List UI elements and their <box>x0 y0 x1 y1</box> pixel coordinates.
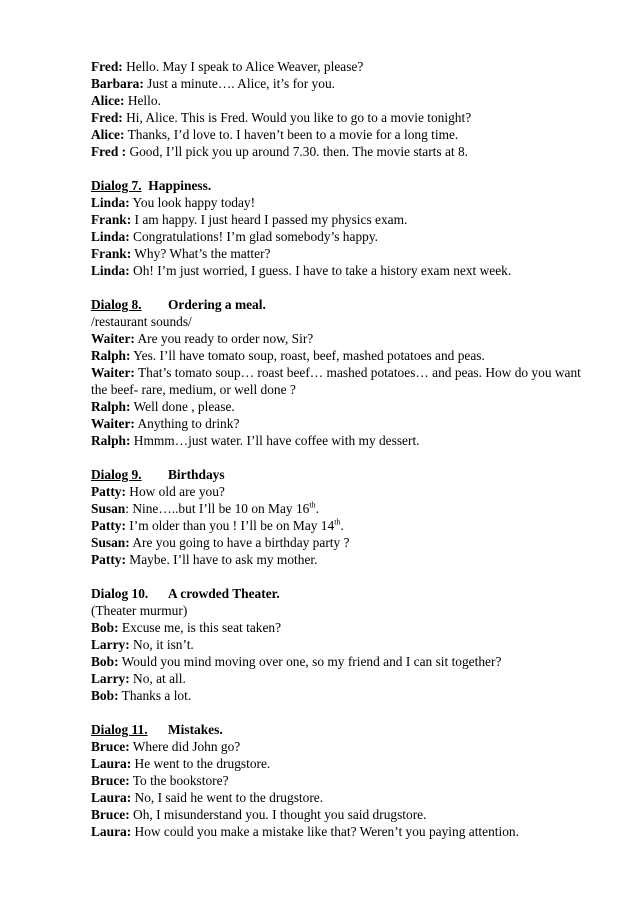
dialog-number: Dialog 11. <box>91 722 148 737</box>
section-spacer <box>91 568 591 585</box>
dialog-line <box>91 755 591 772</box>
dialog-line <box>91 228 591 245</box>
speaker-name: Waiter: <box>91 331 135 346</box>
speaker-name: Larry: <box>91 671 130 686</box>
dialog-heading <box>91 585 591 602</box>
line-text: Anything to drink? <box>134 416 240 431</box>
dialog-line <box>91 194 591 211</box>
dialog-title: Happiness. <box>148 178 212 193</box>
speaker-name: Laura: <box>91 790 132 805</box>
dialog-title: Birthdays <box>168 467 225 482</box>
ordinal-suffix: th <box>309 500 316 510</box>
dialog-line <box>91 262 591 279</box>
speaker-name: Patty: <box>91 484 126 499</box>
dialog-heading <box>91 721 591 738</box>
dialog-line <box>91 75 591 92</box>
speaker-name: Fred: <box>91 110 123 125</box>
line-text: To the bookstore? <box>129 773 229 788</box>
line-text: Are you ready to order now, Sir? <box>134 331 314 346</box>
dialog-line <box>91 58 591 75</box>
sound-note: (Theater murmur) <box>91 603 188 618</box>
line-text: Hi, Alice. This is Fred. Would you like to go to a movie tonight? <box>122 110 472 125</box>
dialog-section <box>91 177 591 279</box>
dialog-line <box>91 619 591 636</box>
speaker-name: Bruce: <box>91 739 130 754</box>
speaker-name: Susan: <box>91 535 130 550</box>
line-text: Oh, I misunderstand you. I thought you said drugstore. <box>129 807 427 822</box>
line-end: . <box>315 501 319 516</box>
line-text: No, at all. <box>129 671 186 686</box>
dialog-heading <box>91 466 591 483</box>
line-text: Good, I’ll pick you up around 7.30. then. The movie starts at 8. <box>126 144 468 159</box>
dialog-heading <box>91 296 591 313</box>
dialog-line <box>91 789 591 806</box>
dialog-title: Ordering a meal. <box>168 297 266 312</box>
speaker-name: Ralph: <box>91 399 131 414</box>
speaker-name: Linda: <box>91 229 130 244</box>
line-text: Thanks a lot. <box>118 688 192 703</box>
line-text: Just a minute…. Alice, it’s for you. <box>143 76 335 91</box>
dialog-line <box>91 143 591 160</box>
dialog-line <box>91 738 591 755</box>
dialog-line <box>91 347 591 364</box>
dialog-number: Dialog 10. <box>91 586 149 601</box>
dialog-number: Dialog 8. <box>91 297 142 312</box>
line-text: You look happy today! <box>129 195 256 210</box>
speaker-name: Susan <box>91 501 126 516</box>
dialog-line <box>91 517 591 534</box>
dialog-line <box>91 823 591 840</box>
line-text: That’s tomato soup… roast beef… mashed potatoes… and peas. How do you want the beef- rare, medium, or well done ? <box>91 365 581 397</box>
dialog-line <box>91 772 591 789</box>
line-text: Why? What’s the matter? <box>131 246 271 261</box>
line-text: Thanks, I’d love to. I haven’t been to a movie for a long time. <box>124 127 459 142</box>
dialog-section <box>91 721 591 840</box>
line-text: : Nine…..but I’ll be 10 on May 16 <box>125 501 310 516</box>
document-page <box>91 58 591 840</box>
line-text: How could you make a mistake like that? Weren’t you paying attention. <box>131 824 519 839</box>
line-text: I’m older than you ! I’ll be on May 14 <box>125 518 335 533</box>
speaker-name: Bruce: <box>91 773 130 788</box>
line-text: Hello. <box>124 93 161 108</box>
dialog-line <box>91 687 591 704</box>
speaker-name: Fred: <box>91 59 123 74</box>
line-text: Are you going to have a birthday party ? <box>129 535 350 550</box>
dialog-line <box>91 92 591 109</box>
speaker-name: Linda: <box>91 263 130 278</box>
dialog-line <box>91 806 591 823</box>
line-text: Excuse me, is this seat taken? <box>118 620 282 635</box>
speaker-name: Barbara: <box>91 76 144 91</box>
line-text: He went to the drugstore. <box>131 756 271 771</box>
section-spacer <box>91 160 591 177</box>
speaker-name: Waiter: <box>91 365 135 380</box>
dialog-line <box>91 551 591 568</box>
dialog-line <box>91 432 591 449</box>
line-text: I am happy. I just heard I passed my physics exam. <box>131 212 408 227</box>
dialog-line <box>91 398 591 415</box>
dialog-section <box>91 466 591 568</box>
dialog-section <box>91 58 591 160</box>
line-text: No, it isn’t. <box>129 637 194 652</box>
dialog-line <box>91 109 591 126</box>
speaker-name: Larry: <box>91 637 130 652</box>
sound-note: /restaurant sounds/ <box>91 314 192 329</box>
speaker-name: Patty: <box>91 552 126 567</box>
dialog-line <box>91 245 591 262</box>
dialog-number: Dialog 7. <box>91 178 142 193</box>
line-text: Well done , please. <box>130 399 235 414</box>
dialog-line <box>91 483 591 500</box>
dialog-line <box>91 415 591 432</box>
speaker-name: Waiter: <box>91 416 135 431</box>
dialog-heading <box>91 177 591 194</box>
speaker-name: Bob: <box>91 688 119 703</box>
line-text: Maybe. I’ll have to ask my mother. <box>125 552 318 567</box>
speaker-name: Fred : <box>91 144 127 159</box>
section-spacer <box>91 279 591 296</box>
speaker-name: Bob: <box>91 620 119 635</box>
line-text: Congratulations! I’m glad somebody’s happy. <box>129 229 379 244</box>
dialog-section <box>91 585 591 704</box>
dialog-line <box>91 636 591 653</box>
speaker-name: Alice: <box>91 127 125 142</box>
speaker-name: Laura: <box>91 824 132 839</box>
dialog-section <box>91 296 591 449</box>
speaker-name: Frank: <box>91 212 132 227</box>
line-text: Hmmm…just water. I’ll have coffee with my dessert. <box>130 433 420 448</box>
dialog-line <box>91 670 591 687</box>
dialog-title: Mistakes. <box>168 722 223 737</box>
speaker-name: Ralph: <box>91 348 131 363</box>
dialog-line <box>91 500 591 517</box>
dialog-line <box>91 330 591 347</box>
line-text: Yes. I’ll have tomato soup, roast, beef, mashed potatoes and peas. <box>130 348 485 363</box>
line-text: Oh! I’m just worried, I guess. I have to take a history exam next week. <box>129 263 512 278</box>
speaker-name: Bruce: <box>91 807 130 822</box>
ordinal-suffix: th <box>334 517 341 527</box>
dialog-title: A crowded Theater. <box>168 586 280 601</box>
line-text: Where did John go? <box>129 739 241 754</box>
speaker-name: Bob: <box>91 654 119 669</box>
speaker-name: Alice: <box>91 93 125 108</box>
speaker-name: Frank: <box>91 246 132 261</box>
speaker-name: Linda: <box>91 195 130 210</box>
speaker-name: Patty: <box>91 518 126 533</box>
line-text: Hello. May I speak to Alice Weaver, please? <box>122 59 364 74</box>
speaker-name: Ralph: <box>91 433 131 448</box>
dialog-line <box>91 653 591 670</box>
dialog-number: Dialog 9. <box>91 467 142 482</box>
dialog-line <box>91 211 591 228</box>
line-end: . <box>340 518 344 533</box>
dialog-line <box>91 126 591 143</box>
dialog-line <box>91 534 591 551</box>
section-spacer <box>91 449 591 466</box>
line-text: Would you mind moving over one, so my friend and I can sit together? <box>118 654 502 669</box>
speaker-name: Laura: <box>91 756 132 771</box>
section-spacer <box>91 704 591 721</box>
line-text: No, I said he went to the drugstore. <box>131 790 324 805</box>
dialog-line <box>91 364 591 398</box>
line-text: How old are you? <box>125 484 225 499</box>
